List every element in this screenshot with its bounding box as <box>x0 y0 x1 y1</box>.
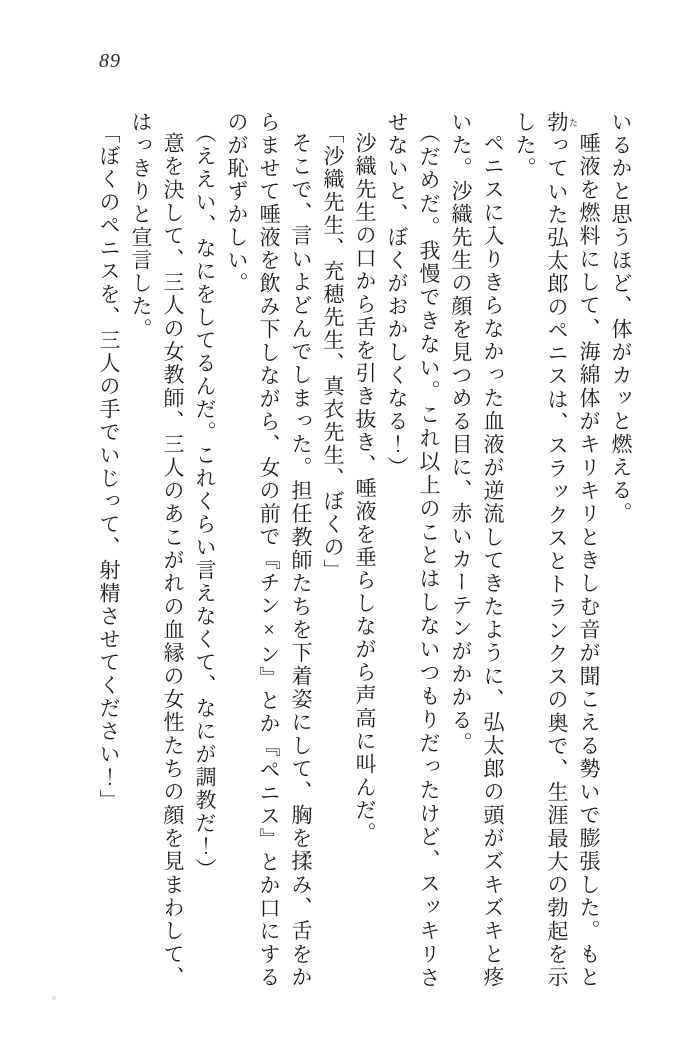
paragraph: いるかと思うほど、体がカッと燃える。 <box>609 111 633 525</box>
paragraph: 唾液を燃料にして、海綿体がキリキリときしむ音が聞こえる勢いで膨張した。もと勃 たっていた弘太郎のペニスは、スラックスとトランクスの奥で、生涯最大の勃起を示した。 <box>513 111 601 990</box>
paragraph: 沙織先生の口から舌を引き抜き、唾液を垂らしながら声高に叫んだ。 <box>353 132 377 845</box>
page-number: 89 <box>99 50 121 72</box>
paragraph: 「沙織先生、充穂先生、真衣先生、ぼくの」 <box>321 121 345 582</box>
paragraph: そこで、言いよどんでしまった。担任教師たちを下着姿にして、胸を揉み、舌をからませて唾液を飲み下しながら、女の前で『チン×ン』とか『ペニス』とか口にするのが恥ずかしい。 <box>225 111 313 990</box>
ruby-annotation: 勃 た <box>545 111 578 135</box>
paragraph: （だめだ。我慢できない。これ以上のことはしないつもりだったけど、スッキリさせないと、ぼくがおかしくなる！） <box>385 111 441 989</box>
scan-artifact <box>52 996 56 1000</box>
paragraph: （ええい、なにをしてるんだ。これくらい言えなくて、なにが調教だ！） <box>193 121 217 881</box>
paragraph: 意を決して、三人の女教師、三人のあこがれの血縁の女性たちの顔を見まわして、はっきりと宣言した。 <box>129 111 185 989</box>
body-text <box>93 111 637 989</box>
paragraph: 「ぼくのペニスを、三人の手でいじって、射精させてください！」 <box>97 121 121 812</box>
paragraph: ペニスに入りきらなかった血液が逆流してきたように、弘太郎の頭がズキズキと疼いた。沙織先生の顔を見つめる目に、赤いカーテンがかかる。 <box>449 111 505 989</box>
